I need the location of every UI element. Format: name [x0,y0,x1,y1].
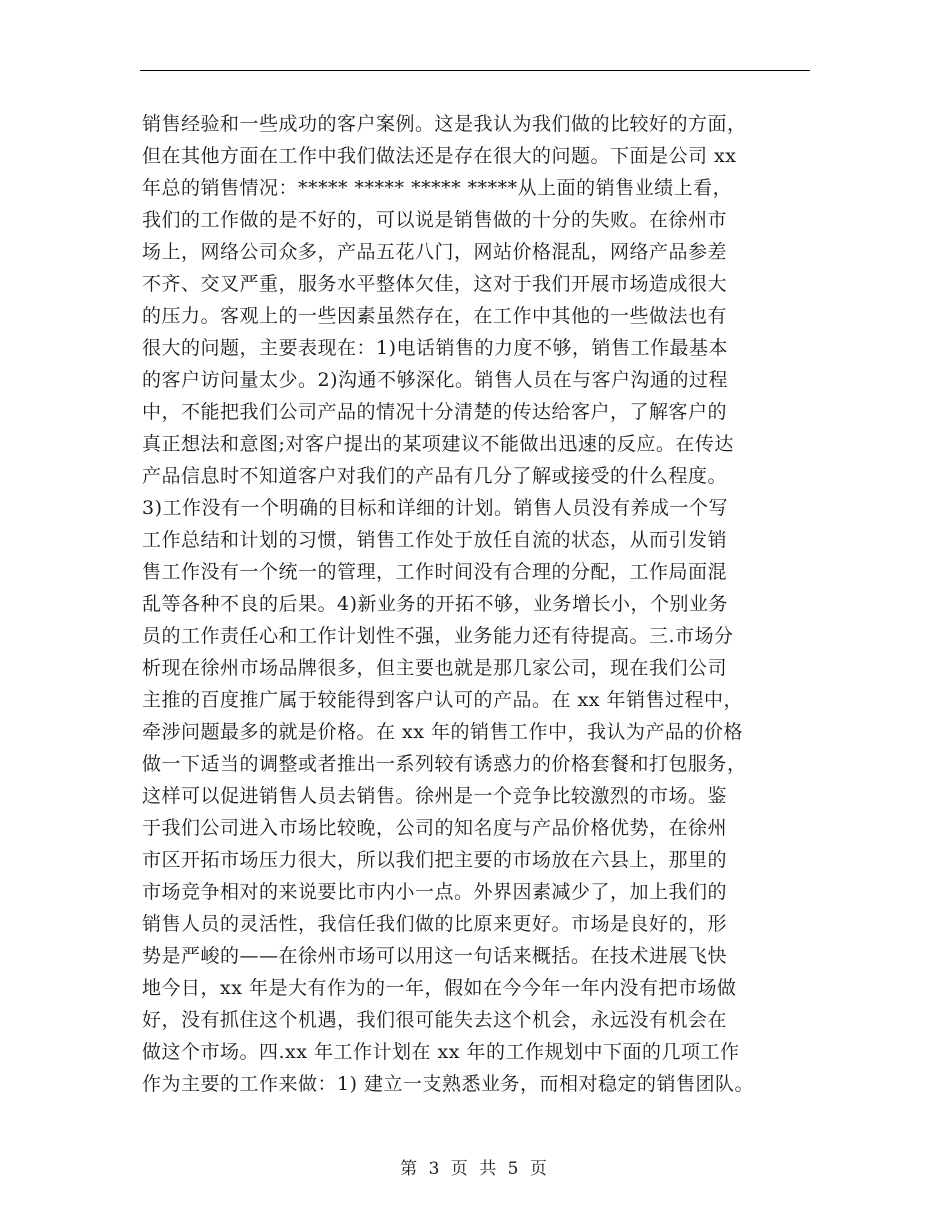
body-paragraph [142,108,822,1100]
text-line: 市区开拓市场压力很大，所以我们把主要的市场放在六县上，那里的 [142,849,728,871]
text-line: 我们的工作做的是不好的，可以说是销售做的十分的失败。在徐州市 [142,209,728,231]
text-line: 做这个市场。四.xx 年工作计划在 xx 年的工作规划中下面的几项工作 [142,1041,740,1063]
text-line: 员的工作责任心和工作计划性不强，业务能力还有待提高。三.市场分 [142,625,734,647]
text-line: 销售人员的灵活性，我信任我们做的比原来更好。市场是良好的，形 [142,913,728,935]
page-number-footer: 第 3 页 共 5 页 [400,1159,550,1179]
text-line: 产品信息时不知道客户对我们的产品有几分了解或接受的什么程度。 [142,465,728,487]
text-line: 主推的百度推广属于较能得到客户认可的产品。在 xx 年销售过程中， [142,689,744,711]
text-line: 乱等各种不良的后果。4)新业务的开拓不够，业务增长小，个别业务 [142,593,729,615]
text-line: 作为主要的工作来做：1) 建立一支熟悉业务，而相对稳定的销售团队。 [142,1073,755,1095]
text-line: 售工作没有一个统一的管理，工作时间没有合理的分配，工作局面混 [142,561,728,583]
text-line: 好，没有抓住这个机遇，我们很可能失去这个机会，永远没有机会在 [142,1009,728,1031]
text-line: 析现在徐州市场品牌很多，但主要也就是那几家公司，现在我们公司 [142,657,728,679]
text-line: 销售经验和一些成功的客户案例。这是我认为我们做的比较好的方面， [142,113,747,135]
text-line: 于我们公司进入市场比较晚，公司的知名度与产品价格优势，在徐州 [142,817,728,839]
text-line: 很大的问题，主要表现在：1)电话销售的力度不够，销售工作最基本 [142,337,729,359]
text-line: 中，不能把我们公司产品的情况十分清楚的传达给客户，了解客户的 [142,401,728,423]
text-line: 3)工作没有一个明确的目标和详细的计划。销售人员没有养成一个写 [142,497,729,519]
text-line: 真正想法和意图;对客户提出的某项建议不能做出迅速的反应。在传达 [142,433,734,455]
text-line: 年总的销售情况：***** ***** ***** *****从上面的销售业绩上看， [142,177,733,199]
header-divider [140,70,810,71]
text-line: 势是严峻的——在徐州市场可以用这一句话来概括。在技术进展飞快 [142,945,728,967]
text-line: 这样可以促进销售人员去销售。徐州是一个竞争比较激烈的市场。鉴 [142,785,728,807]
text-line: 场上，网络公司众多，产品五花八门，网站价格混乱，网络产品参差 [142,241,728,263]
text-line: 地今日，xx 年是大有作为的一年，假如在今今年一年内没有把市场做 [142,977,737,999]
text-line: 的压力。客观上的一些因素虽然存在，在工作中其他的一些做法也有 [142,305,728,327]
text-line: 市场竞争相对的来说要比市内小一点。外界因素减少了，加上我们的 [142,881,728,903]
text-line: 的客户访问量太少。2)沟通不够深化。销售人员在与客户沟通的过程 [142,369,729,391]
text-line: 不齐、交叉严重，服务水平整体欠佳，这对于我们开展市场造成很大 [142,273,728,295]
text-line: 牵涉问题最多的就是价格。在 xx 年的销售工作中，我认为产品的价格 [142,721,744,743]
text-line: 做一下适当的调整或者推出一系列较有诱惑力的价格套餐和打包服务， [142,753,747,775]
text-line: 工作总结和计划的习惯，销售工作处于放任自流的状态，从而引发销 [142,529,728,551]
text-line: 但在其他方面在工作中我们做法还是存在很大的问题。下面是公司 xx [142,145,737,167]
